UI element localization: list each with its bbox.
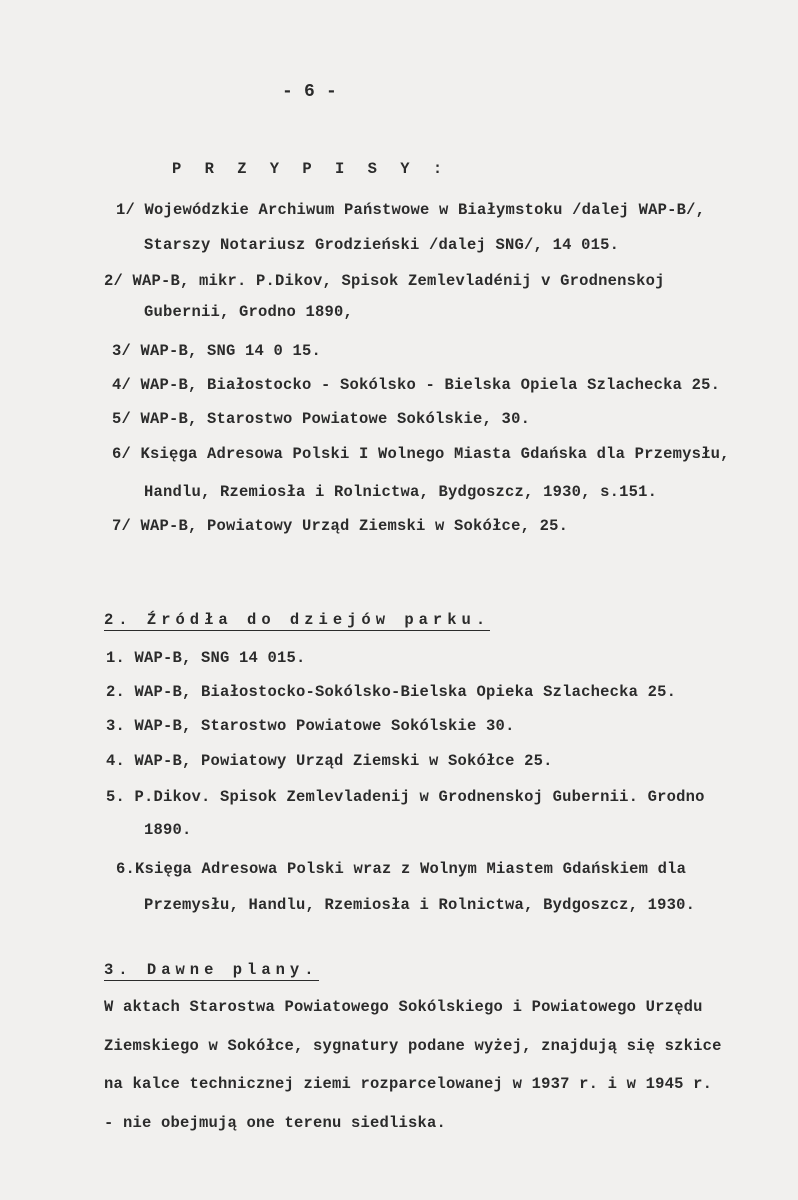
- footnote-line: 4/ WAP-B, Białostocko - Sokólsko - Bielska Opiela Szlachecka 25.: [112, 376, 721, 394]
- source-line: 2. WAP-B, Białostocko-Sokólsko-Bielska Opieka Szlachecka 25.: [106, 683, 677, 701]
- plans-line: W aktach Starostwa Powiatowego Sokólskiego i Powiatowego Urzędu: [104, 998, 703, 1016]
- footnote-line: Gubernii, Grodno 1890,: [144, 303, 354, 321]
- plans-heading: 3. Dawne plany.: [104, 961, 319, 979]
- footnote-line: 7/ WAP-B, Powiatowy Urząd Ziemski w Sokółce, 25.: [112, 517, 569, 535]
- footnote-line: 3/ WAP-B, SNG 14 0 15.: [112, 342, 322, 360]
- footnote-line: 1/ Wojewódzkie Archiwum Państwowe w Białymstoku /dalej WAP-B/,: [116, 201, 706, 219]
- sources-heading: 2. Źródła do dziejów parku.: [104, 611, 491, 629]
- footnote-line: 5/ WAP-B, Starostwo Powiatowe Sokólskie, 30.: [112, 410, 531, 428]
- plans-line: Ziemskiego w Sokółce, sygnatury podane wyżej, znajdują się szkice: [104, 1037, 722, 1055]
- footnote-line: Handlu, Rzemiosła i Rolnictwa, Bydgoszcz, 1930, s.151.: [144, 483, 658, 501]
- source-line: Przemysłu, Handlu, Rzemiosła i Rolnictwa, Bydgoszcz, 1930.: [144, 896, 696, 914]
- plans-line: na kalce technicznej ziemi rozparcelowanej w 1937 r. i w 1945 r.: [104, 1075, 713, 1093]
- page-number: - 6 -: [282, 82, 338, 102]
- source-line: 5. P.Dikov. Spisok Zemlevladenij w Grodnenskoj Gubernii. Grodno: [106, 788, 705, 806]
- source-line: 1. WAP-B, SNG 14 015.: [106, 649, 306, 667]
- source-line: 3. WAP-B, Starostwo Powiatowe Sokólskie 30.: [106, 717, 515, 735]
- footnote-line: 2/ WAP-B, mikr. P.Dikov, Spisok Zemlevladénij v Grodnenskoj: [104, 272, 665, 290]
- footnote-line: Starszy Notariusz Grodzieński /dalej SNG/, 14 015.: [144, 236, 620, 254]
- footnotes-heading: P R Z Y P I S Y :: [172, 160, 450, 178]
- source-line: 6.Księga Adresowa Polski wraz z Wolnym Miastem Gdańskiem dla: [116, 860, 687, 878]
- source-line: 4. WAP-B, Powiatowy Urząd Ziemski w Sokółce 25.: [106, 752, 553, 770]
- plans-line: - nie obejmują one terenu siedliska.: [104, 1114, 447, 1132]
- footnote-line: 6/ Księga Adresowa Polski I Wolnego Miasta Gdańska dla Przemysłu,: [112, 445, 730, 463]
- source-line: 1890.: [144, 821, 192, 839]
